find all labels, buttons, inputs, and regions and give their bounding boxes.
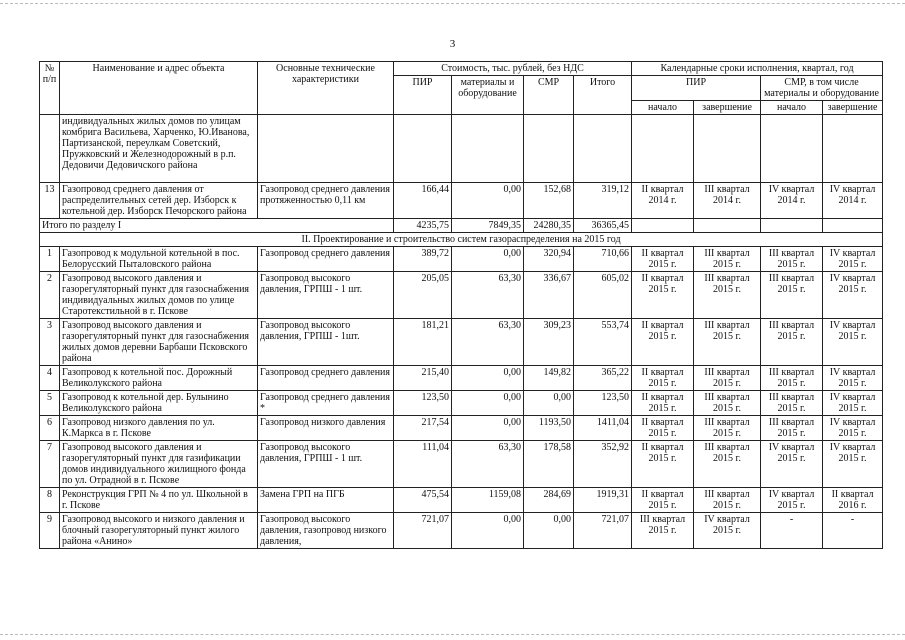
pir-end: III квартал 2015 г. (694, 319, 761, 366)
pir-end: III квартал 2015 г. (694, 416, 761, 441)
cost-smr: 178,58 (524, 441, 574, 488)
object-name: Газопровод среднего давления от распределительных сетей дер. Изборск к котельной дер. Изборск Печорского района (60, 183, 258, 219)
cost-smr: 1193,50 (524, 416, 574, 441)
cost-materials: 0,00 (452, 391, 524, 416)
pir-end: III квартал 2015 г. (694, 391, 761, 416)
table-row (40, 272, 883, 319)
smr-end: IV квартал 2014 г. (823, 183, 883, 219)
tech-spec: Газопровод высокого давления, газопровод низкого давления, (258, 513, 394, 549)
row-number: 3 (40, 319, 60, 366)
smr-start: III квартал 2015 г. (761, 247, 823, 272)
cost-smr: 336,67 (524, 272, 574, 319)
cost-smr: 152,68 (524, 183, 574, 219)
pir-start: III квартал 2015 г. (632, 513, 694, 549)
smr-end: IV квартал 2015 г. (823, 366, 883, 391)
table-row (40, 441, 883, 488)
object-name: Газопровод низкого давления по ул. К.Маркса в г. Пскове (60, 416, 258, 441)
row-number: 5 (40, 391, 60, 416)
object-name: Газопровод к котельной пос. Дорожный Великолукского района (60, 366, 258, 391)
tech-spec: Газопровод высокого давления, ГРПШ - 1шт. (258, 319, 394, 366)
pir-start: II квартал 2015 г. (632, 272, 694, 319)
object-name: Газопровод к котельной дер. Булынино Великолукского района (60, 391, 258, 416)
table-row (40, 513, 883, 549)
row-number: 9 (40, 513, 60, 549)
col-cal-pir: ПИР (632, 76, 761, 101)
pir-end: III квартал 2015 г. (694, 247, 761, 272)
cost-pir: 181,21 (394, 319, 452, 366)
cost-smr: 0,00 (524, 391, 574, 416)
tech-spec: Замена ГРП на ПГБ (258, 488, 394, 513)
pir-end: IV квартал 2015 г. (694, 513, 761, 549)
col-num-header: № п/п (40, 62, 60, 115)
cost-pir: 111,04 (394, 441, 452, 488)
cost-materials: 0,00 (452, 183, 524, 219)
object-name: Газопровод высокого давления и газорегуляторный пункт для газоснабжения жилых домов деревни Барбаши Псковского района (60, 319, 258, 366)
section-total-row (40, 219, 883, 233)
cost-smr: 320,94 (524, 247, 574, 272)
smr-end: IV квартал 2015 г. (823, 272, 883, 319)
header-row-1 (40, 62, 883, 76)
table-row (40, 366, 883, 391)
smr-end: IV квартал 2015 г. (823, 391, 883, 416)
cost-pir: 389,72 (394, 247, 452, 272)
pir-end: III квартал 2014 г. (694, 183, 761, 219)
cost-total: 721,07 (574, 513, 632, 549)
table-row (40, 416, 883, 441)
col-cost-smr: СМР (524, 76, 574, 115)
total-materials: 7849,35 (452, 219, 524, 233)
cost-total: 123,50 (574, 391, 632, 416)
cost-smr: 309,23 (524, 319, 574, 366)
smr-start: III квартал 2015 г. (761, 391, 823, 416)
row-number: 8 (40, 488, 60, 513)
smr-start: III квартал 2015 г. (761, 366, 823, 391)
tech-spec: Газопровод среднего давления * (258, 391, 394, 416)
cost-materials: 0,00 (452, 416, 524, 441)
col-calendar-header: Календарные сроки исполнения, квартал, год (632, 62, 883, 76)
table-row (40, 247, 883, 272)
pir-start: II квартал 2015 г. (632, 416, 694, 441)
pir-end: III квартал 2015 г. (694, 366, 761, 391)
total-sum: 36365,45 (574, 219, 632, 233)
pir-start: II квартал 2015 г. (632, 488, 694, 513)
table-row (40, 183, 883, 219)
row-number: 6 (40, 416, 60, 441)
row-number: 4 (40, 366, 60, 391)
projects-table (39, 61, 883, 549)
smr-end: - (823, 513, 883, 549)
smr-start: IV квартал 2014 г. (761, 183, 823, 219)
smr-end: IV квартал 2015 г. (823, 247, 883, 272)
row-number: 7 (40, 441, 60, 488)
pir-start: II квартал 2014 г. (632, 183, 694, 219)
tech-spec: Газопровод высокого давления, ГРПШ - 1 шт. (258, 272, 394, 319)
tech-spec: Газопровод среднего давления (258, 247, 394, 272)
cost-materials: 63,30 (452, 319, 524, 366)
col-smr-end: завершение (823, 101, 883, 115)
cost-total: 365,22 (574, 366, 632, 391)
cost-pir: 205,05 (394, 272, 452, 319)
col-cal-smr: СМР, в том числе материалы и оборудование (761, 76, 883, 101)
smr-start: III квартал 2015 г. (761, 416, 823, 441)
cost-total: 605,02 (574, 272, 632, 319)
smr-end: IV квартал 2015 г. (823, 441, 883, 488)
cost-pir: 215,40 (394, 366, 452, 391)
scan-edge-bottom (0, 634, 905, 635)
pir-end: III квартал 2015 г. (694, 488, 761, 513)
pir-start: II квартал 2015 г. (632, 391, 694, 416)
object-name: Газопровод высокого и низкого давления и блочный газорегуляторный пункт жилого района «Анино» (60, 513, 258, 549)
smr-start: III квартал 2015 г. (761, 272, 823, 319)
section-title: II. Проектирование и строительство систем газораспределения на 2015 год (40, 233, 883, 247)
page-number: 3 (449, 38, 456, 50)
row-number: 13 (40, 183, 60, 219)
col-cost-materials: материалы и оборудование (452, 76, 524, 115)
continuation-row (40, 115, 883, 183)
cost-total: 710,66 (574, 247, 632, 272)
smr-end: IV квартал 2015 г. (823, 416, 883, 441)
table-row (40, 391, 883, 416)
cost-total: 319,12 (574, 183, 632, 219)
tech-spec: Газопровод среднего давления (258, 366, 394, 391)
object-name: Реконструкция ГРП № 4 по ул. Школьной в г. Пскове (60, 488, 258, 513)
pir-end: III квартал 2015 г. (694, 441, 761, 488)
tech-spec: Газопровод среднего давления протяженностью 0,11 км (258, 183, 394, 219)
cost-materials: 0,00 (452, 513, 524, 549)
tech-spec: Газопровод высокого давления, ГРПШ - 1 шт. (258, 441, 394, 488)
cost-pir: 123,50 (394, 391, 452, 416)
cost-total: 553,74 (574, 319, 632, 366)
cost-smr: 149,82 (524, 366, 574, 391)
cost-materials: 0,00 (452, 247, 524, 272)
cost-pir: 166,44 (394, 183, 452, 219)
col-pir-start: начало (632, 101, 694, 115)
smr-end: II квартал 2016 г. (823, 488, 883, 513)
cost-pir: 217,54 (394, 416, 452, 441)
table-row (40, 319, 883, 366)
section-header-row (40, 233, 883, 247)
smr-start: IV квартал 2015 г. (761, 488, 823, 513)
row-number: 1 (40, 247, 60, 272)
cost-total: 1411,04 (574, 416, 632, 441)
total-pir: 4235,75 (394, 219, 452, 233)
col-name-header: Наименование и адрес объекта (60, 62, 258, 115)
cost-smr: 0,00 (524, 513, 574, 549)
cost-total: 1919,31 (574, 488, 632, 513)
cost-total: 352,92 (574, 441, 632, 488)
col-cost-header: Стоимость, тыс. рублей, без НДС (394, 62, 632, 76)
col-tech-header: Основные технические характеристики (258, 62, 394, 115)
pir-start: II квартал 2015 г. (632, 366, 694, 391)
cost-materials: 63,30 (452, 441, 524, 488)
tech-spec: Газопровод низкого давления (258, 416, 394, 441)
cost-materials: 63,30 (452, 272, 524, 319)
smr-end: IV квартал 2015 г. (823, 319, 883, 366)
col-cost-pir: ПИР (394, 76, 452, 115)
col-smr-start: начало (761, 101, 823, 115)
cost-materials: 0,00 (452, 366, 524, 391)
col-pir-end: завершение (694, 101, 761, 115)
cost-pir: 475,54 (394, 488, 452, 513)
pir-start: II квартал 2015 г. (632, 247, 694, 272)
table-row (40, 488, 883, 513)
cost-pir: 721,07 (394, 513, 452, 549)
object-name: Газопровод высокого давления и газорегуляторный пункт для газоснабжения индивидуальных жилых домов по улице Старотекстильной в г. Пскове (60, 272, 258, 319)
total-label: Итого по разделу I (40, 219, 394, 233)
smr-start: III квартал 2015 г. (761, 319, 823, 366)
smr-start: - (761, 513, 823, 549)
object-name: Газопровод к модульной котельной в пос. Белорусский Пыталовского района (60, 247, 258, 272)
cost-materials: 1159,08 (452, 488, 524, 513)
object-name: Газопровод высокого давления и газорегуляторный пункт для газификации домов индивидуального жилищного фонда по ул. Отрадной в г. Пскове (60, 441, 258, 488)
total-smr: 24280,35 (524, 219, 574, 233)
smr-start: IV квартал 2015 г. (761, 441, 823, 488)
pir-start: II квартал 2015 г. (632, 441, 694, 488)
scan-edge-top (0, 3, 905, 4)
row-number: 2 (40, 272, 60, 319)
pir-start: II квартал 2015 г. (632, 319, 694, 366)
continuation-name: индивидуальных жилых домов по улицам комбрига Васильева, Харченко, Ю.Иванова, Партизанской, переулкам Советский, Пружковский и Железнодорожный в р.п. Дедовичи Дедовичского района (60, 115, 258, 183)
col-cost-total: Итого (574, 76, 632, 115)
cost-smr: 284,69 (524, 488, 574, 513)
pir-end: III квартал 2015 г. (694, 272, 761, 319)
